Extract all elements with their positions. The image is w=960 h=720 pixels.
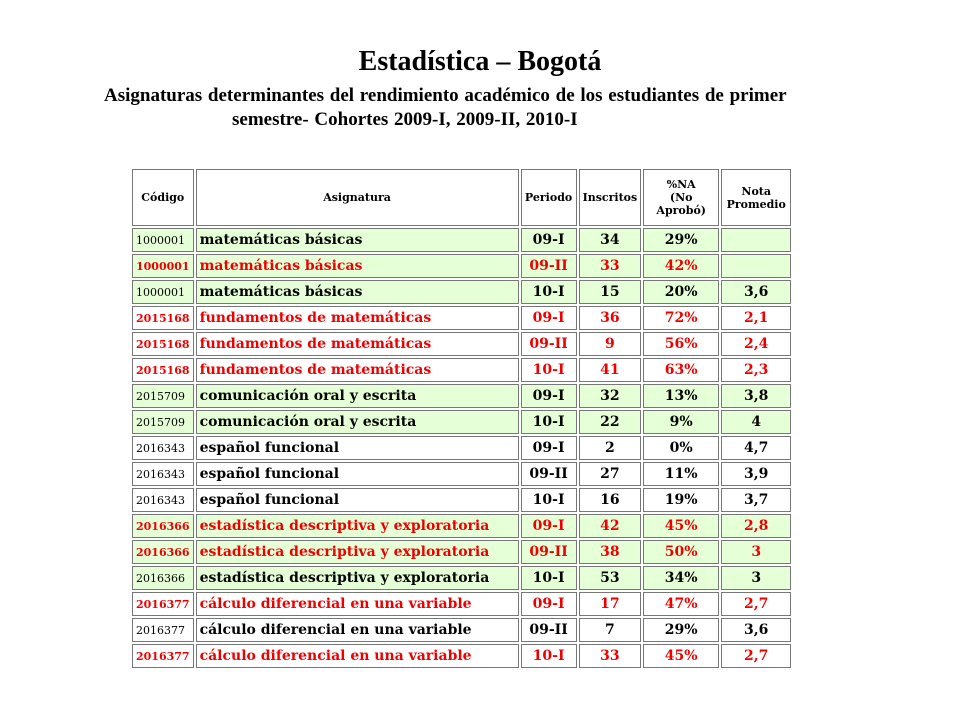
header-period: Periodo (521, 169, 577, 226)
cell-average-grade (721, 228, 791, 252)
cell-enrolled: 38 (579, 540, 642, 564)
header-na-line-1: %NA (666, 178, 696, 191)
cell-average-grade: 3 (721, 540, 791, 564)
cell-subject: español funcional (196, 436, 519, 460)
cell-na-percent: 72% (643, 306, 719, 330)
cell-code: 2015168 (132, 306, 194, 330)
cell-period: 09-II (521, 254, 577, 278)
cell-enrolled: 34 (579, 228, 642, 252)
cell-enrolled: 41 (579, 358, 642, 382)
table-row (132, 410, 791, 434)
cell-period: 09-I (521, 514, 577, 538)
page-subtitle (104, 84, 884, 132)
cell-average-grade: 4,7 (721, 436, 791, 460)
cell-period: 09-I (521, 228, 577, 252)
cell-na-percent: 13% (643, 384, 719, 408)
cell-average-grade: 3,8 (721, 384, 791, 408)
table-row (132, 358, 791, 382)
cell-na-percent: 20% (643, 280, 719, 304)
header-na-line-3: Aprobó) (656, 204, 706, 217)
cell-period: 09-I (521, 436, 577, 460)
cell-subject: comunicación oral y escrita (196, 384, 519, 408)
header-na (643, 169, 719, 226)
cell-na-percent: 9% (643, 410, 719, 434)
cell-average-grade: 4 (721, 410, 791, 434)
cell-enrolled: 33 (579, 254, 642, 278)
cell-subject: estadística descriptiva y exploratoria (196, 540, 519, 564)
cell-average-grade: 2,3 (721, 358, 791, 382)
table-row (132, 514, 791, 538)
cell-period: 09-I (521, 306, 577, 330)
table-row (132, 540, 791, 564)
cell-enrolled: 7 (579, 618, 642, 642)
cell-enrolled: 22 (579, 410, 642, 434)
cell-na-percent: 45% (643, 644, 719, 668)
cell-na-percent: 29% (643, 618, 719, 642)
cell-subject: cálculo diferencial en una variable (196, 618, 519, 642)
cell-subject: comunicación oral y escrita (196, 410, 519, 434)
cell-period: 09-II (521, 618, 577, 642)
cell-code: 1000001 (132, 254, 194, 278)
cell-na-percent: 19% (643, 488, 719, 512)
cell-code: 2016366 (132, 566, 194, 590)
cell-period: 10-I (521, 644, 577, 668)
table-header-row (132, 169, 791, 226)
cell-period: 10-I (521, 566, 577, 590)
cell-code: 2015709 (132, 410, 194, 434)
cell-average-grade: 3 (721, 566, 791, 590)
cell-code: 2016343 (132, 488, 194, 512)
cell-period: 09-II (521, 540, 577, 564)
table-row (132, 566, 791, 590)
cell-period: 10-I (521, 410, 577, 434)
cell-na-percent: 11% (643, 462, 719, 486)
cell-code: 2016366 (132, 540, 194, 564)
table-row (132, 228, 791, 252)
cell-subject: matemáticas básicas (196, 280, 519, 304)
cell-subject: cálculo diferencial en una variable (196, 644, 519, 668)
cell-subject: cálculo diferencial en una variable (196, 592, 519, 616)
cell-subject: estadística descriptiva y exploratoria (196, 514, 519, 538)
cell-subject: fundamentos de matemáticas (196, 306, 519, 330)
cell-average-grade (721, 254, 791, 278)
cell-period: 10-I (521, 280, 577, 304)
cell-subject: español funcional (196, 488, 519, 512)
cell-subject: matemáticas básicas (196, 254, 519, 278)
cell-na-percent: 47% (643, 592, 719, 616)
cell-period: 09-II (521, 332, 577, 356)
table-row (132, 254, 791, 278)
cell-period: 09-II (521, 462, 577, 486)
table-row (132, 592, 791, 616)
table-row (132, 332, 791, 356)
header-grade-line-1: Nota (741, 184, 771, 198)
table-row (132, 644, 791, 668)
cell-code: 2016366 (132, 514, 194, 538)
header-na-line-2: (No (669, 191, 693, 204)
header-subject: Asignatura (196, 169, 519, 226)
cell-average-grade: 3,6 (721, 618, 791, 642)
cell-code: 1000001 (132, 228, 194, 252)
cell-enrolled: 17 (579, 592, 642, 616)
table-row (132, 488, 791, 512)
subjects-table (130, 167, 793, 670)
table-row (132, 280, 791, 304)
cell-enrolled: 16 (579, 488, 642, 512)
cell-code: 2016377 (132, 592, 194, 616)
header-code: Código (132, 169, 194, 226)
cell-period: 10-I (521, 488, 577, 512)
table-row (132, 384, 791, 408)
cell-enrolled: 33 (579, 644, 642, 668)
cell-enrolled: 9 (579, 332, 642, 356)
cell-na-percent: 56% (643, 332, 719, 356)
cell-subject: estadística descriptiva y exploratoria (196, 566, 519, 590)
cell-enrolled: 32 (579, 384, 642, 408)
table-row (132, 462, 791, 486)
cell-na-percent: 63% (643, 358, 719, 382)
header-enrolled: Inscritos (579, 169, 642, 226)
cell-average-grade: 3,6 (721, 280, 791, 304)
cell-code: 2015709 (132, 384, 194, 408)
cell-enrolled: 42 (579, 514, 642, 538)
cell-period: 09-I (521, 384, 577, 408)
cell-average-grade: 2,7 (721, 592, 791, 616)
page-title: Estadística – Bogotá (358, 46, 602, 77)
cell-na-percent: 29% (643, 228, 719, 252)
cell-enrolled: 53 (579, 566, 642, 590)
cell-na-percent: 0% (643, 436, 719, 460)
table-row (132, 306, 791, 330)
cell-enrolled: 15 (579, 280, 642, 304)
cell-enrolled: 27 (579, 462, 642, 486)
table-row (132, 436, 791, 460)
cell-subject: matemáticas básicas (196, 228, 519, 252)
cell-na-percent: 45% (643, 514, 719, 538)
cell-code: 2016343 (132, 436, 194, 460)
cell-average-grade: 2,8 (721, 514, 791, 538)
cell-code: 2016377 (132, 618, 194, 642)
cell-enrolled: 2 (579, 436, 642, 460)
cell-period: 10-I (521, 358, 577, 382)
table-row (132, 618, 791, 642)
cell-average-grade: 2,1 (721, 306, 791, 330)
header-grade-line-2: Promedio (726, 197, 786, 211)
header-grade (721, 169, 791, 226)
cell-na-percent: 50% (643, 540, 719, 564)
cell-code: 2015168 (132, 332, 194, 356)
cell-subject: fundamentos de matemáticas (196, 332, 519, 356)
cell-period: 09-I (521, 592, 577, 616)
subtitle-line-2: semestre- Cohortes 2009-I, 2009-II, 2010-I (232, 109, 578, 130)
cell-na-percent: 42% (643, 254, 719, 278)
cell-code: 2015168 (132, 358, 194, 382)
subtitle-line-1: Asignaturas determinantes del rendimiento académico de los estudiantes de primer (104, 85, 787, 106)
cell-average-grade: 2,7 (721, 644, 791, 668)
cell-code: 2016377 (132, 644, 194, 668)
cell-subject: fundamentos de matemáticas (196, 358, 519, 382)
cell-enrolled: 36 (579, 306, 642, 330)
cell-average-grade: 2,4 (721, 332, 791, 356)
cell-code: 2016343 (132, 462, 194, 486)
cell-subject: español funcional (196, 462, 519, 486)
cell-average-grade: 3,9 (721, 462, 791, 486)
cell-na-percent: 34% (643, 566, 719, 590)
cell-average-grade: 3,7 (721, 488, 791, 512)
cell-code: 1000001 (132, 280, 194, 304)
